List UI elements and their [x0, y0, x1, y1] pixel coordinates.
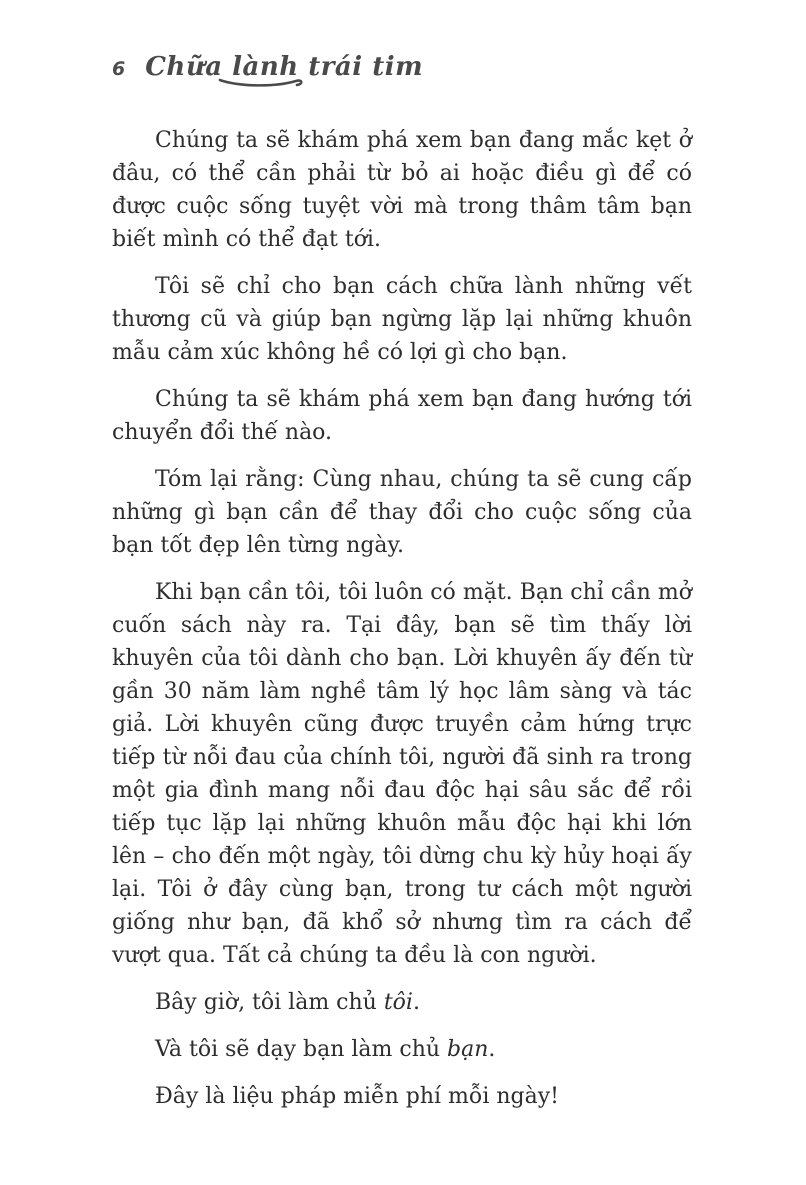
- swash-underline-icon: [218, 77, 307, 89]
- paragraph-7: [112, 1033, 692, 1066]
- paragraph-1: Chúng ta sẽ khám phá xem bạn đang mắc kẹt ở đâu, có thể cần phải từ bỏ ai hoặc điều gì để có được cuộc sống tuyệt vời mà trong thâm tâm bạn biết mình có thể đạt tới.: [112, 128, 692, 252]
- paragraph-3: Chúng ta sẽ khám phá xem bạn đang hướng tới chuyển đổi thế nào.: [112, 387, 692, 445]
- running-title-word1: Chữa: [145, 52, 233, 82]
- page-header: [112, 52, 423, 82]
- paragraph-6-text: Bây giờ, tôi làm chủ: [155, 990, 384, 1015]
- running-title: [145, 52, 423, 82]
- running-title-word2: lành: [232, 52, 299, 82]
- page-body: [112, 124, 692, 1127]
- running-title-rest: trái tim: [298, 52, 424, 82]
- paragraph-6-italic-word: tôi: [383, 990, 413, 1015]
- running-title-word2-swash: [232, 52, 299, 82]
- paragraph-7-text: Và tôi sẽ dạy bạn làm chủ: [155, 1037, 448, 1062]
- paragraph-6-suffix: .: [412, 990, 420, 1015]
- paragraph-4: Tóm lại rằng: Cùng nhau, chúng ta sẽ cung cấp những gì bạn cần để thay đổi cho cuộc sống của bạn tốt đẹp lên từng ngày.: [112, 467, 692, 558]
- paragraph-7-italic-word: bạn: [447, 1037, 489, 1062]
- paragraph-5: Khi bạn cần tôi, tôi luôn có mặt. Bạn chỉ cần mở cuốn sách này ra. Tại đây, bạn sẽ tìm thấy lời khuyên của tôi dành cho bạn. Lời khuyên ấy đến từ gần 30 năm làm nghề tâm lý học lâm sàng và tác giả. Lời khuyên cũng được truyền cảm hứng trực tiếp từ nỗi đau của chính tôi, người đã sinh ra trong một gia đình mang nỗi đau độc hại sâu sắc để rồi tiếp tục lặp lại những khuôn mẫu độc hại khi lớn lên – cho đến một ngày, tôi dừng chu kỳ hủy hoại ấy lại. Tôi ở đây cùng bạn, trong tư cách một người giống như bạn, đã khổ sở nhưng tìm ra cách để vượt qua. Tất cả chúng ta đều là con người.: [112, 580, 692, 968]
- paragraph-2: Tôi sẽ chỉ cho bạn cách chữa lành những vết thương cũ và giúp bạn ngừng lặp lại những khuôn mẫu cảm xúc không hề có lợi gì cho bạn.: [112, 274, 692, 365]
- paragraph-7-suffix: .: [488, 1037, 496, 1062]
- paragraph-8: Đây là liệu pháp miễn phí mỗi ngày!: [155, 1084, 560, 1109]
- paragraph-6: [112, 986, 692, 1019]
- page-number: 6: [112, 58, 126, 80]
